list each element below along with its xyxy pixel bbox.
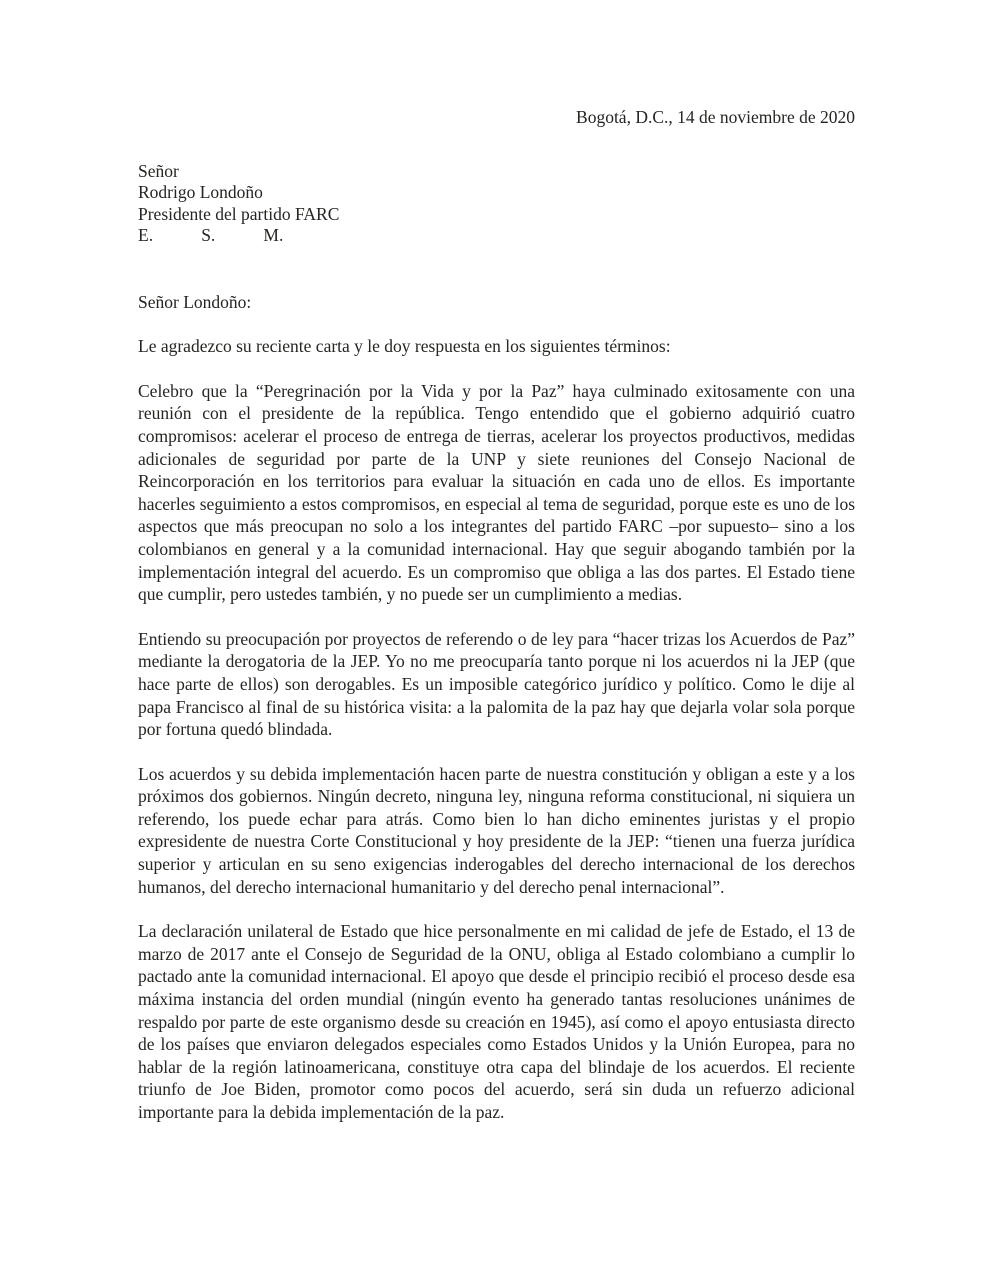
paragraph-referendo-jep: Entiendo su preocupación por proyectos de referendo o de ley para “hacer trizas los Acuerdos de Paz” mediante la derogatoria de la JEP. Yo no me preocuparía tanto porque ni los acuerdos ni la JEP (que hace parte de ellos) son derogables. Es un imposible categórico jurídico y político. Como le dije al papa Francisco al final de su histórica visita: a la palomita de la paz hay que dejarla volar sola porque por fortuna quedó blindada. [138,628,855,740]
paragraph-declaracion-onu: La declaración unilateral de Estado que hice personalmente en mi calidad de jefe de Estado, el 13 de marzo de 2017 ante el Consejo de Seguridad de la ONU, obliga al Estado colombiano a cumplir lo pactado ante la comunidad internacional. El apoyo que desde el principio recibió el proceso desde esa máxima instancia del orden mundial (ningún evento ha generado tantas resoluciones unánimes de respaldo por parte de este organismo desde su creación en 1945), así como el apoyo entusiasta directo de los países que enviaron delegados especiales como Estados Unidos y la Unión Europea, para no hablar de la región latinoamericana, constituye otra capa del blindaje de los acuerdos. El reciente triunfo de Joe Biden, promotor como pocos del acuerdo, será sin duda un refuerzo adicional importante para la debida implementación de la paz. [138,921,855,1122]
recipient-hand-delivery-esm: E. S. M. [138,225,284,246]
paragraph-acuerdos-constitucion: Los acuerdos y su debida implementación hacen parte de nuestra constitución y obligan a este y a los próximos dos gobiernos. Ningún decreto, ninguna ley, ninguna reforma constitucional, ni siquiera un referendo, los puede echar para atrás. Como bien lo han dicho eminentes juristas y el propio expresidente de nuestra Corte Constitucional y hoy presidente de la JEP: “tienen una fuerza jurídica superior y articulan en su seno exigencias inderogables del derecho internacional de los derechos humanos, del derecho internacional humanitario y del derecho penal internacional”. [138,763,855,897]
greeting-line: Señor Londoño: [138,291,252,312]
letter-content [138,106,855,1124]
date-line: Bogotá, D.C., 14 de noviembre de 2020 [576,107,855,127]
paragraph-peregrinacion: Celebro que la “Peregrinación por la Vida y por la Paz” haya culminado exitosamente con una reunión con el presidente de la república. Tengo entendido que el gobierno adquirió cuatro compromisos: acelerar el proceso de entrega de tierras, acelerar los proyectos productivos, medidas adicionales de seguridad por parte de la UNP y siete reuniones del Consejo Nacional de Reincorporación en los territorios para evaluar la situación en cada uno de ellos. Es importante hacerles seguimiento a estos compromisos, en especial al tema de seguridad, porque este es uno de los aspectos que más preocupan no solo a los integrantes del partido FARC –por supuesto– sino a los colombianos en general y a la comunidad internacional. Hay que seguir abogando también por la implementación integral del acuerdo. Es un compromiso que obliga a las dos partes. El Estado tiene que cumplir, pero ustedes también, y no puede ser un cumplimiento a medias. [138,380,855,605]
recipient-name: Rodrigo Londoño [138,182,263,203]
recipient-position: Presidente del partido FARC [138,203,340,224]
paragraph-intro: Le agradezco su reciente carta y le doy respuesta en los siguientes términos: [138,336,671,357]
recipient-block [138,161,855,247]
recipient-salutation-title: Señor [138,160,179,181]
